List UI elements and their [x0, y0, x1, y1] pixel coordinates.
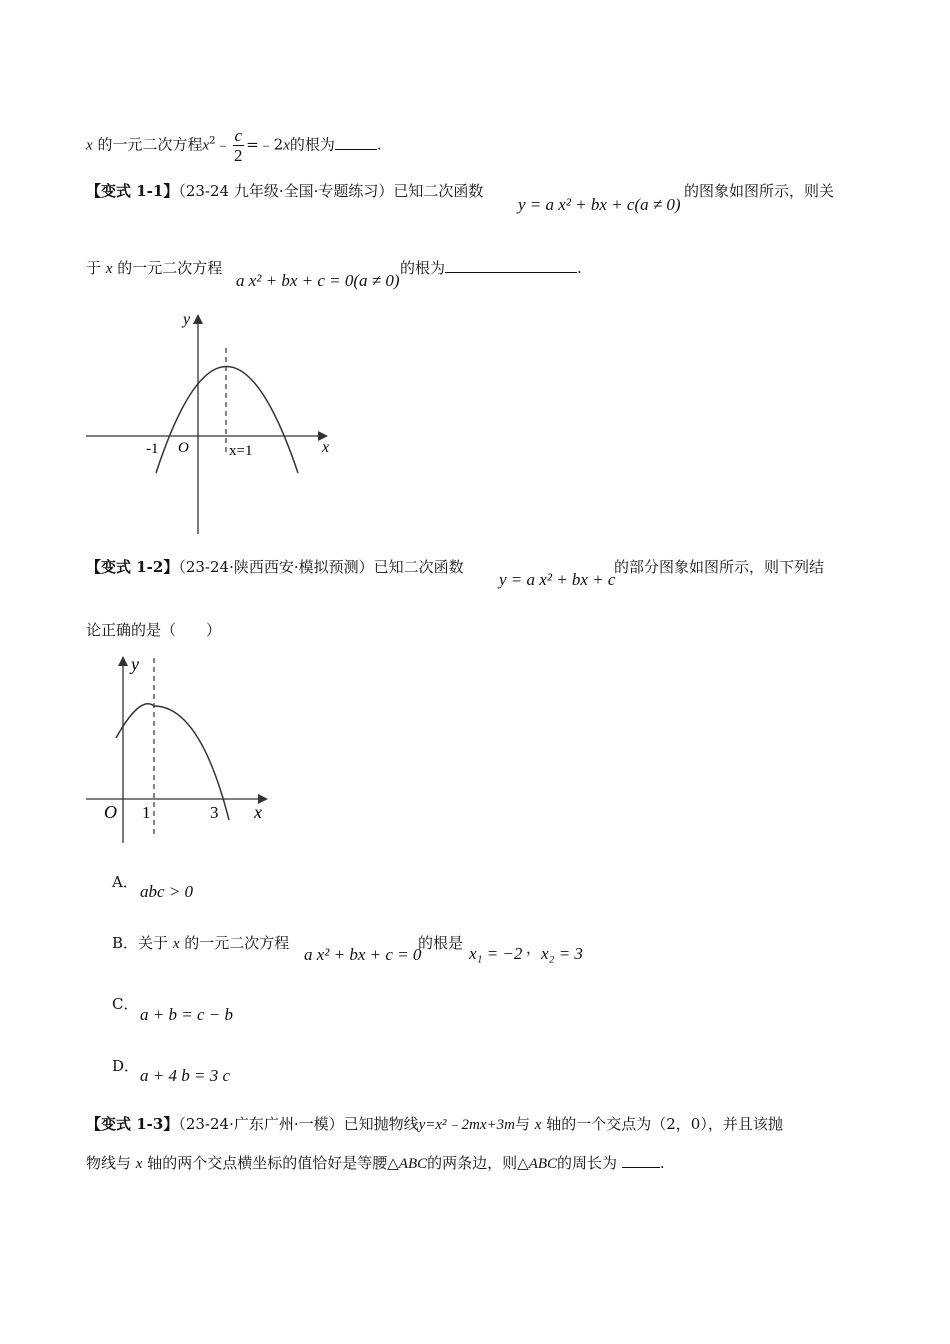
q13-tag: 【变式 1-3】 — [86, 1115, 179, 1133]
intro-text-1: 的一元二次方程 — [97, 135, 203, 154]
q11-formula-2: a x² + bx + c = 0(a ≠ 0) — [236, 271, 400, 290]
option-b-sep: ， — [526, 939, 542, 957]
q13-l2c: 的两条边，则△ — [427, 1154, 529, 1172]
intro-eq: =﹣2 — [246, 135, 284, 154]
option-a-formula: abc > 0 — [140, 882, 194, 901]
q11-l2-var: x — [105, 261, 113, 277]
intro-x2: x — [202, 137, 210, 154]
q13-l1c: 轴的一个交点为（2，0），并且该抛 — [546, 1115, 783, 1133]
option-d-label[interactable]: D． — [112, 1057, 140, 1075]
fig2-y-arrow — [118, 656, 128, 666]
q12-line-1 — [86, 557, 464, 577]
q12-formula: y = a x² + bx + c — [499, 570, 616, 589]
q12-tag: 【变式 1-2】 — [86, 558, 179, 576]
intro-text-2: 的根为 — [289, 135, 335, 154]
figure-2-parabola — [84, 648, 284, 848]
q11-tag: 【变式 1-1】 — [86, 182, 179, 200]
intro-end: . — [376, 135, 382, 154]
q11-source: （23-24 九年级·全国·专题练习）已知二次函数 — [178, 182, 484, 200]
q13-line-2 — [86, 1153, 665, 1174]
intro-minus: ﹣ — [215, 135, 231, 154]
option-b-root-1: x₁ = −2 — [469, 944, 523, 963]
q13-l2d: 的周长为 — [557, 1154, 618, 1172]
fig1-neg1: -1 — [146, 441, 159, 457]
q11-line-2-end — [400, 258, 582, 278]
q13-l2b: 轴的两个交点横坐标的值恰好是等腰△ — [147, 1154, 399, 1172]
fig2-tick-3: 3 — [210, 803, 219, 822]
intro-sup: 2 — [209, 135, 216, 147]
option-a-label[interactable]: A． — [112, 873, 138, 891]
q13-l1b: 与 — [515, 1115, 531, 1133]
q11-text-1: 的图象如图所示，则关 — [684, 182, 835, 200]
fig1-origin: O — [178, 440, 189, 456]
figure-1-parabola — [84, 306, 344, 540]
option-d-formula: a + 4 b = 3 c — [140, 1066, 230, 1085]
fig2-y-label: y — [131, 654, 139, 674]
q11-end: . — [577, 259, 582, 277]
intro-x3: x — [283, 137, 290, 154]
q13-answer-blank[interactable] — [622, 1153, 660, 1168]
option-b-label-line[interactable] — [112, 933, 289, 954]
option-b-text-1: 的一元二次方程 — [184, 934, 290, 952]
intro-var: x — [86, 137, 93, 154]
intro-frac-den: 2 — [234, 146, 243, 165]
q13-line-1 — [86, 1114, 783, 1135]
intro-frac-num: c — [234, 126, 243, 145]
option-b-label: B．关于 — [112, 934, 169, 952]
q13-abc-1: ABC — [398, 1156, 428, 1172]
q11-formula: y = a x² + bx + c(a ≠ 0) — [518, 195, 681, 214]
fig2-x-label: x — [254, 802, 262, 822]
intro-fraction — [233, 126, 245, 165]
option-b-root-2: x₂ = 3 — [541, 944, 583, 963]
fig1-y-label: y — [183, 311, 191, 328]
fig1-y-arrow — [193, 314, 203, 324]
option-b-text-2: 的根是 — [418, 934, 464, 952]
q12-text-1: 的部分图象如图所示，则下列结 — [614, 558, 825, 576]
intro-answer-blank[interactable] — [335, 135, 377, 150]
q13-l1-var: x — [534, 1117, 542, 1133]
q12-source: （23-24·陕西西安·模拟预测）已知二次函数 — [178, 558, 464, 576]
fig1-x-label: x — [322, 439, 330, 456]
q11-line-1 — [86, 181, 483, 201]
q13-l1a: （23-24·广东广州·一模）已知抛物线 — [178, 1115, 419, 1133]
fig2-tick-1: 1 — [142, 803, 151, 822]
option-b-formula: a x² + bx + c = 0 — [304, 945, 422, 964]
option-b-var: x — [172, 936, 180, 952]
q13-l2-var: x — [135, 1156, 143, 1172]
q11-l2b: 的一元二次方程 — [117, 259, 223, 277]
q11-l2a: 于 — [86, 259, 102, 277]
q11-answer-blank[interactable] — [445, 258, 577, 273]
q13-end: . — [659, 1154, 665, 1172]
fig1-axis-label: x=1 — [229, 443, 253, 459]
option-c-label[interactable]: C． — [112, 995, 139, 1013]
q13-abc-2: ABC — [528, 1156, 558, 1172]
q13-equation: y=x²﹣2mx+3m — [418, 1117, 515, 1133]
q13-l2a: 物线与 — [86, 1154, 132, 1172]
option-c-formula: a + b = c − b — [140, 1005, 233, 1024]
q11-l2c: 的根为 — [400, 259, 446, 277]
fig2-origin: O — [104, 802, 117, 822]
q11-line-2 — [86, 258, 222, 279]
q12-line-2: 论正确的是（ ） — [86, 621, 222, 639]
fig1-parabola-curve — [156, 367, 298, 474]
intro-line — [86, 126, 382, 165]
